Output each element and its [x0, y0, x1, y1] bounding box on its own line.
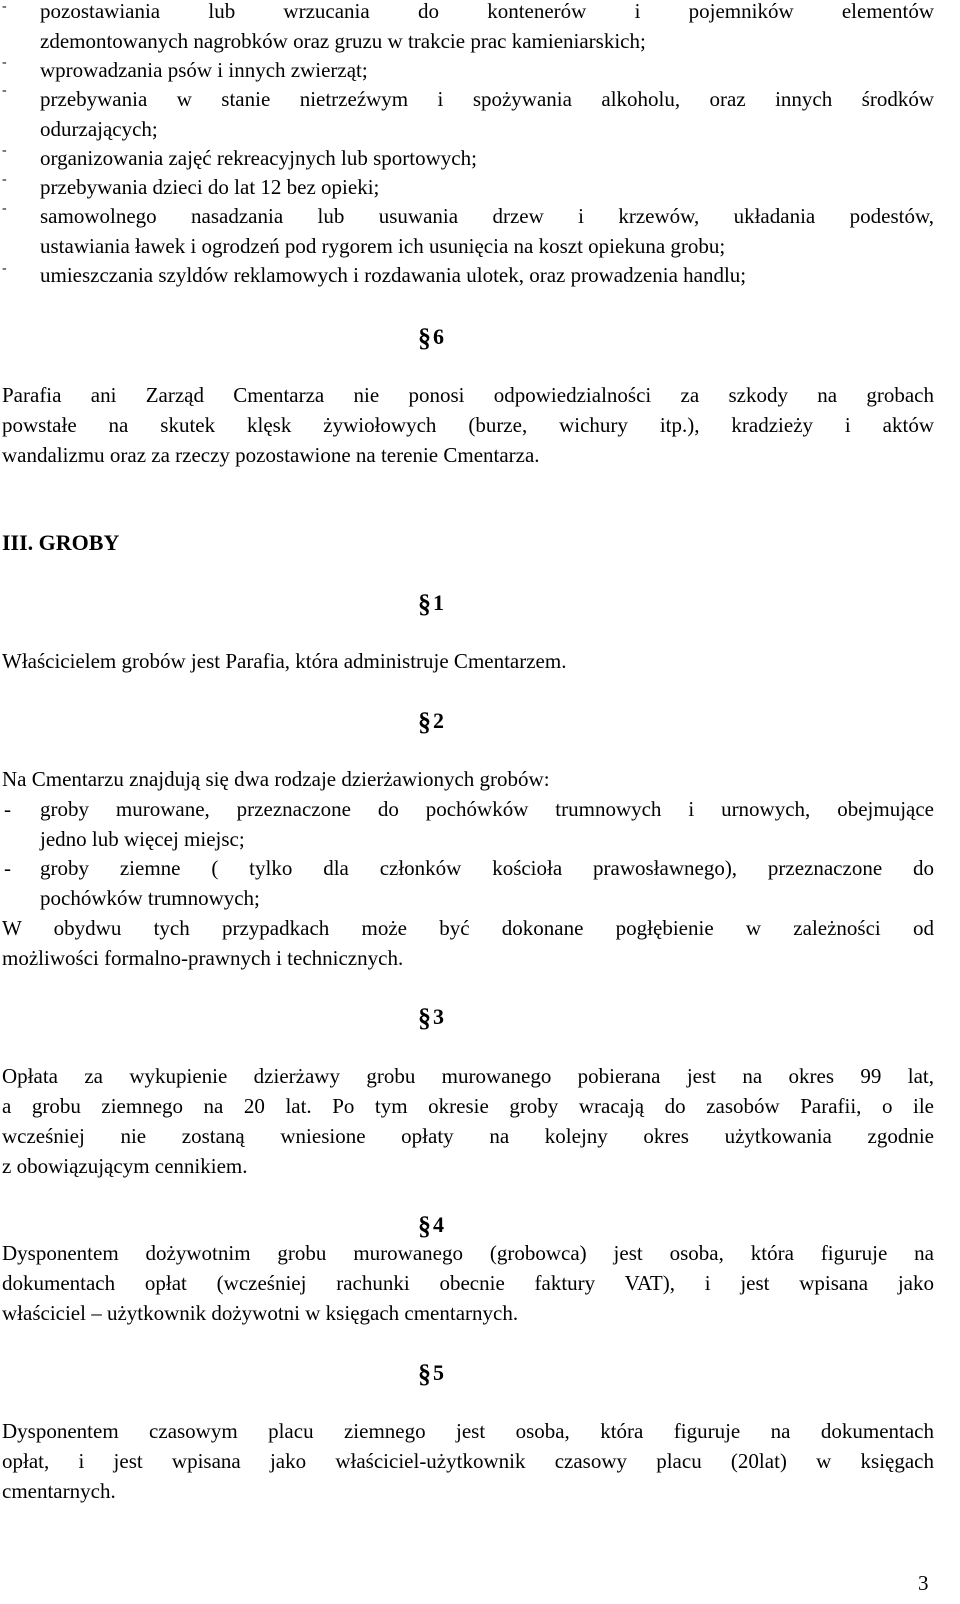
- section-number-1: [418, 588, 444, 619]
- list-item-line: przebywania w stanie nietrzeźwym i spożywania alkoholu, oraz innych środków: [40, 87, 934, 111]
- section-symbol: §: [418, 589, 431, 618]
- list-item-line: zdemontowanych nagrobków oraz gruzu w trakcie prac kamieniarskich;: [40, 29, 646, 53]
- list-item-line: wprowadzania psów i innych zwierząt;: [40, 58, 368, 82]
- paragraph-line: z obowiązującym cennikiem.: [2, 1154, 248, 1178]
- list-bullet: -: [4, 797, 11, 821]
- list-bullet: -: [2, 0, 7, 14]
- chapter-heading: III. GROBY: [2, 530, 120, 555]
- paragraph-line: W obydwu tych przypadkach może być dokonane pogłębienie w zależności od: [2, 916, 934, 940]
- paragraph-line: dokumentach opłat (wcześniej rachunki obecnie faktury VAT), i jest wpisana jako: [2, 1271, 934, 1295]
- list-item-line: przebywania dzieci do lat 12 bez opieki;: [40, 175, 380, 199]
- list-item-line: odurzających;: [40, 117, 158, 141]
- section-number: 5: [433, 1360, 444, 1385]
- section-symbol: §: [418, 1359, 431, 1388]
- list-bullet: -: [2, 201, 7, 216]
- paragraph-line: Na Cmentarzu znajdują się dwa rodzaje dzierżawionych grobów:: [2, 767, 550, 791]
- section-symbol: §: [418, 1003, 431, 1032]
- section-number: 4: [433, 1212, 444, 1237]
- paragraph-line: możliwości formalno-prawnych i technicznych.: [2, 946, 404, 970]
- section-number: 3: [433, 1004, 444, 1029]
- list-item-line: pochówków trumnowych;: [40, 886, 260, 910]
- section-number: 2: [433, 708, 444, 733]
- paragraph-line: Dysponentem dożywotnim grobu murowanego (grobowca) jest osoba, która figuruje na: [2, 1241, 934, 1265]
- list-item-line: groby ziemne ( tylko dla członków kościoła prawosławnego), przeznaczone do: [40, 856, 934, 880]
- paragraph-line: opłat, i jest wpisana jako właściciel-użytkownik czasowy placu (20lat) w księgach: [2, 1449, 934, 1473]
- page-number: 3: [918, 1571, 929, 1595]
- list-item-line: groby murowane, przeznaczone do pochówków trumnowych i urnowych, obejmujące: [40, 797, 934, 821]
- paragraph-line: właściciel – użytkownik dożywotni w księgach cmentarnych.: [2, 1301, 519, 1325]
- list-item-line: pozostawiania lub wrzucania do kontenerów i pojemników elementów: [40, 0, 934, 23]
- list-bullet: -: [2, 172, 7, 187]
- section-symbol: §: [418, 323, 431, 352]
- list-bullet: -: [2, 55, 7, 70]
- section-number: 6: [433, 324, 444, 349]
- list-item-line: jedno lub więcej miejsc;: [40, 827, 245, 851]
- paragraph-line: Parafia ani Zarząd Cmentarza nie ponosi odpowiedzialności za szkody na grobach: [2, 383, 934, 407]
- section-number-4: [418, 1210, 444, 1241]
- paragraph-line: Właścicielem grobów jest Parafia, która administruje Cmentarzem.: [2, 649, 567, 673]
- paragraph-line: a grobu ziemnego na 20 lat. Po tym okresie groby wracają do zasobów Parafii, o ile: [2, 1094, 934, 1118]
- section-number-2: [418, 706, 444, 737]
- paragraph-line: wcześniej nie zostaną wniesione opłaty na kolejny okres użytkowania zgodnie: [2, 1124, 934, 1148]
- paragraph-line: cmentarnych.: [2, 1479, 116, 1503]
- list-bullet: -: [2, 261, 7, 276]
- section-number-5: [418, 1358, 444, 1389]
- paragraph-line: powstałe na skutek klęsk żywiołowych (burze, wichury itp.), kradzieży i aktów: [2, 413, 934, 437]
- list-bullet: -: [4, 856, 11, 880]
- section-number-6: [418, 322, 444, 353]
- list-bullet: -: [2, 83, 7, 98]
- section-symbol: §: [418, 1211, 431, 1240]
- paragraph-line: Dysponentem czasowym placu ziemnego jest osoba, która figuruje na dokumentach: [2, 1419, 934, 1443]
- list-bullet: -: [2, 143, 7, 158]
- section-number: 1: [433, 590, 444, 615]
- section-symbol: §: [418, 707, 431, 736]
- list-item-line: samowolnego nasadzania lub usuwania drzew i krzewów, układania podestów,: [40, 204, 934, 228]
- paragraph-line: wandalizmu oraz za rzeczy pozostawione na terenie Cmentarza.: [2, 443, 540, 467]
- list-item-line: umieszczania szyldów reklamowych i rozdawania ulotek, oraz prowadzenia handlu;: [40, 263, 747, 287]
- list-item-line: ustawiania ławek i ogrodzeń pod rygorem ich usunięcia na koszt opiekuna grobu;: [40, 234, 726, 258]
- paragraph-line: Opłata za wykupienie dzierżawy grobu murowanego pobierana jest na okres 99 lat,: [2, 1064, 934, 1088]
- section-number-3: [418, 1002, 444, 1033]
- list-item-line: organizowania zajęć rekreacyjnych lub sportowych;: [40, 146, 477, 170]
